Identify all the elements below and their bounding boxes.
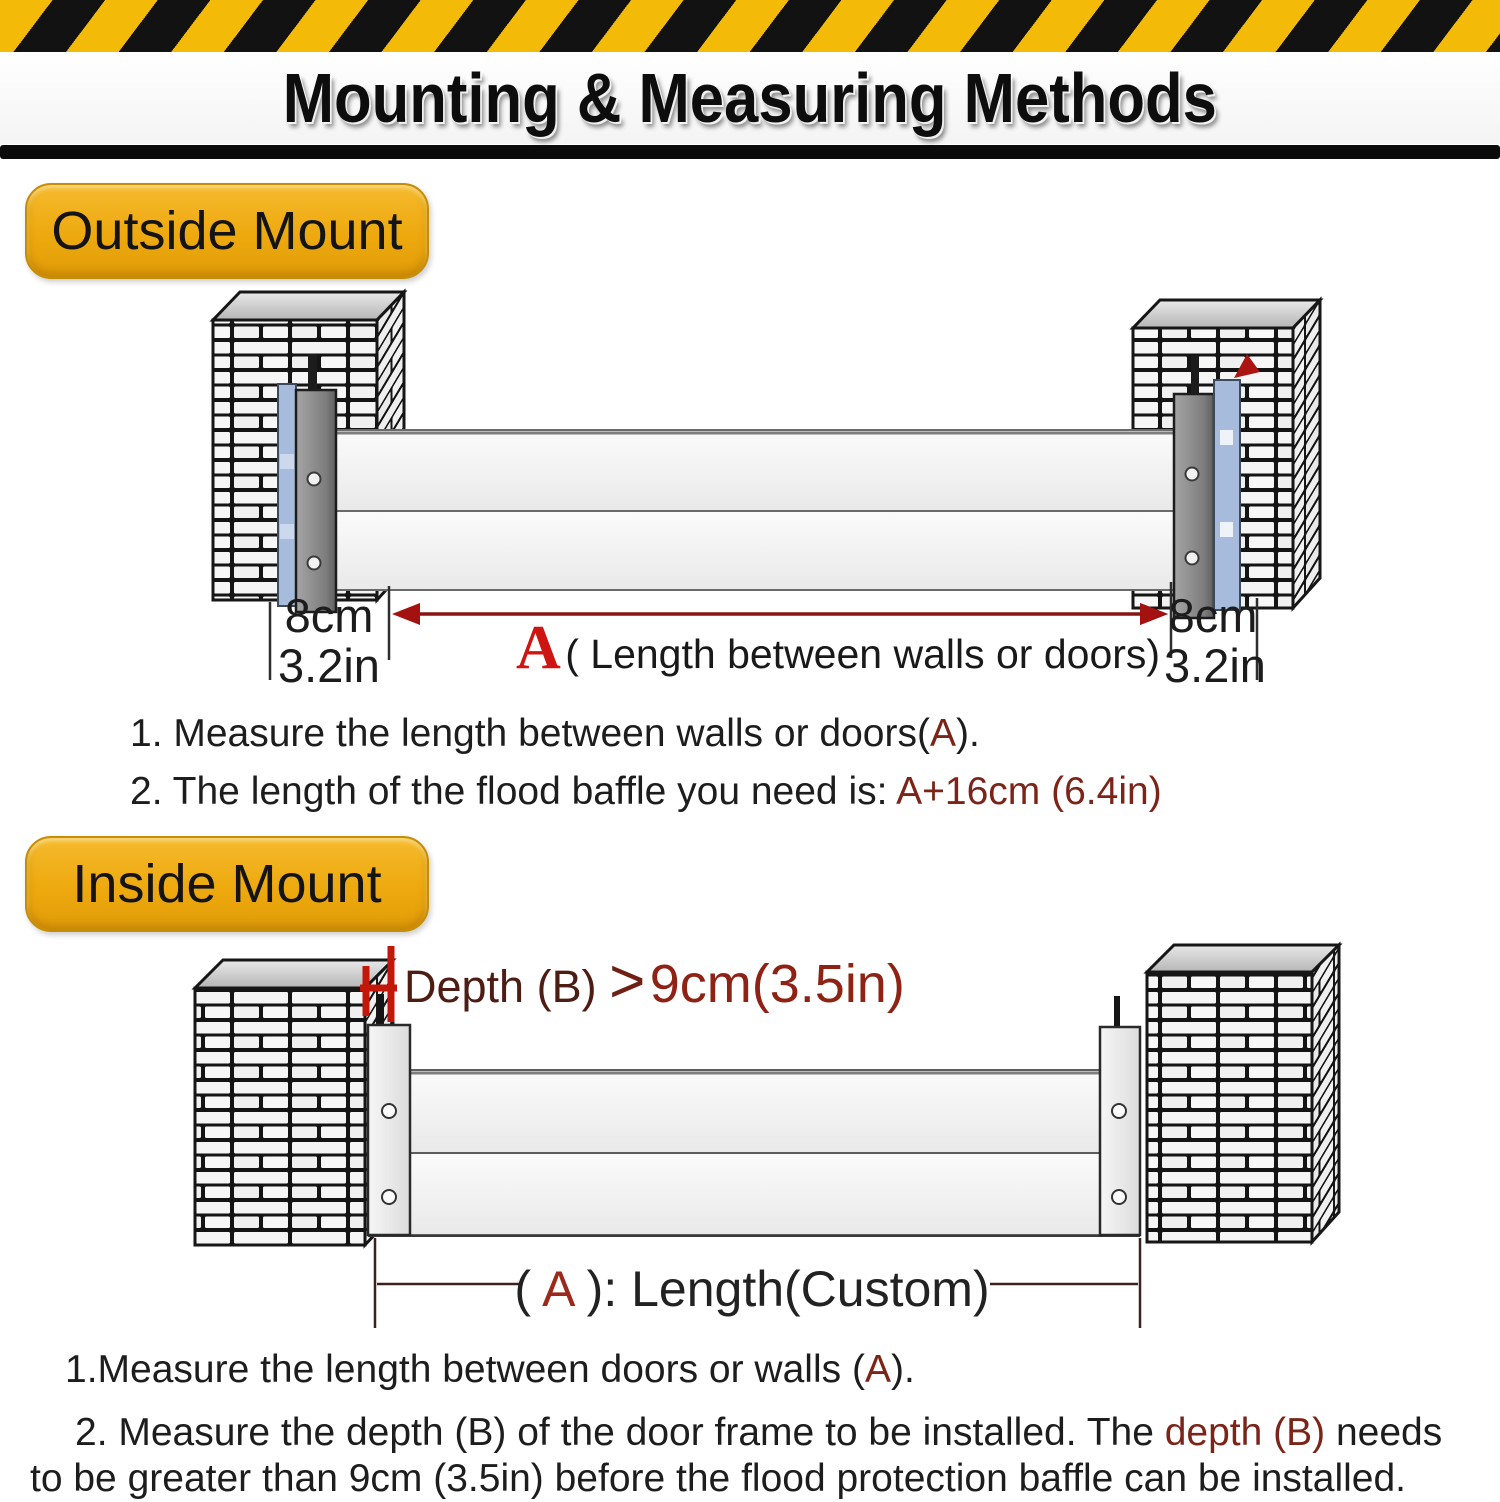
screw-hole-icon bbox=[382, 1190, 396, 1204]
instruction-step-1: 1. Measure the length between walls or doors(A). bbox=[130, 712, 980, 755]
outside-mount-badge-label: Outside Mount bbox=[51, 201, 403, 261]
bracket-pin-icon bbox=[378, 994, 384, 1026]
dim-right-cm: 8cm bbox=[1168, 589, 1258, 642]
mounting-channel-right bbox=[1100, 996, 1140, 1235]
screw-hole-icon bbox=[308, 473, 321, 486]
seal-strip-right bbox=[1214, 380, 1240, 610]
length-caption: A ( Length between walls or doors) bbox=[516, 614, 1161, 682]
screw-hole-icon bbox=[382, 1104, 396, 1118]
screw-hole-icon bbox=[1186, 468, 1199, 481]
instruction-step-2: 2. Measure the depth (B) of the door frame to be installed. The depth (B) needs bbox=[75, 1411, 1443, 1454]
dim-left-cm: 8cm bbox=[284, 589, 374, 642]
inside-mount-badge-label: Inside Mount bbox=[72, 854, 382, 914]
outside-mount-instructions bbox=[130, 708, 1162, 824]
instruction-step-2: 2. The length of the flood baffle you need is: A+16cm (6.4in) bbox=[130, 770, 1162, 813]
screw-hole-icon bbox=[1112, 1104, 1126, 1118]
bracket-pin-icon bbox=[1191, 356, 1199, 398]
dim-right-in: 3.2in bbox=[1164, 639, 1266, 692]
seal-strip-left bbox=[278, 384, 296, 606]
title-band bbox=[0, 52, 1500, 144]
mounting-channel-left bbox=[368, 994, 410, 1235]
flood-barrier-panel bbox=[368, 1070, 1140, 1236]
screw-hole-icon bbox=[1112, 1190, 1126, 1204]
inside-mount-instructions bbox=[0, 1344, 1500, 1502]
inside-mount-badge bbox=[25, 836, 429, 932]
depth-annotation: Depth (B) > 9cm(3.5in) bbox=[404, 947, 905, 1016]
outside-mount-diagram bbox=[0, 280, 1500, 700]
flood-barrier-panel bbox=[336, 430, 1174, 590]
length-arrow bbox=[392, 603, 1168, 625]
outside-mount-badge bbox=[25, 183, 429, 279]
mounting-bracket-left bbox=[296, 354, 336, 612]
length-letter-a: A bbox=[542, 1261, 573, 1317]
instruction-step-2-cont: to be greater than 9cm (3.5in) before the flood protection baffle can be installed. bbox=[30, 1457, 1406, 1500]
bracket-pin-icon bbox=[308, 354, 317, 394]
screw-hole-icon bbox=[1186, 552, 1199, 565]
inside-mount-diagram bbox=[0, 930, 1500, 1350]
caution-stripe-banner bbox=[0, 0, 1500, 52]
length-caption: ( A ): Length(Custom) bbox=[514, 1261, 990, 1317]
right-pillar bbox=[1147, 945, 1339, 1242]
screw-hole-icon bbox=[308, 557, 321, 570]
bracket-pin-icon bbox=[1114, 996, 1120, 1028]
instruction-step-1: 1.Measure the length between doors or walls (A). bbox=[65, 1348, 915, 1391]
dim-left-in: 3.2in bbox=[278, 639, 380, 692]
length-letter-a: A bbox=[516, 614, 561, 682]
page-title: Mounting & Measuring Methods bbox=[282, 59, 1218, 137]
header-divider bbox=[0, 145, 1500, 159]
mounting-bracket-right bbox=[1174, 356, 1214, 618]
